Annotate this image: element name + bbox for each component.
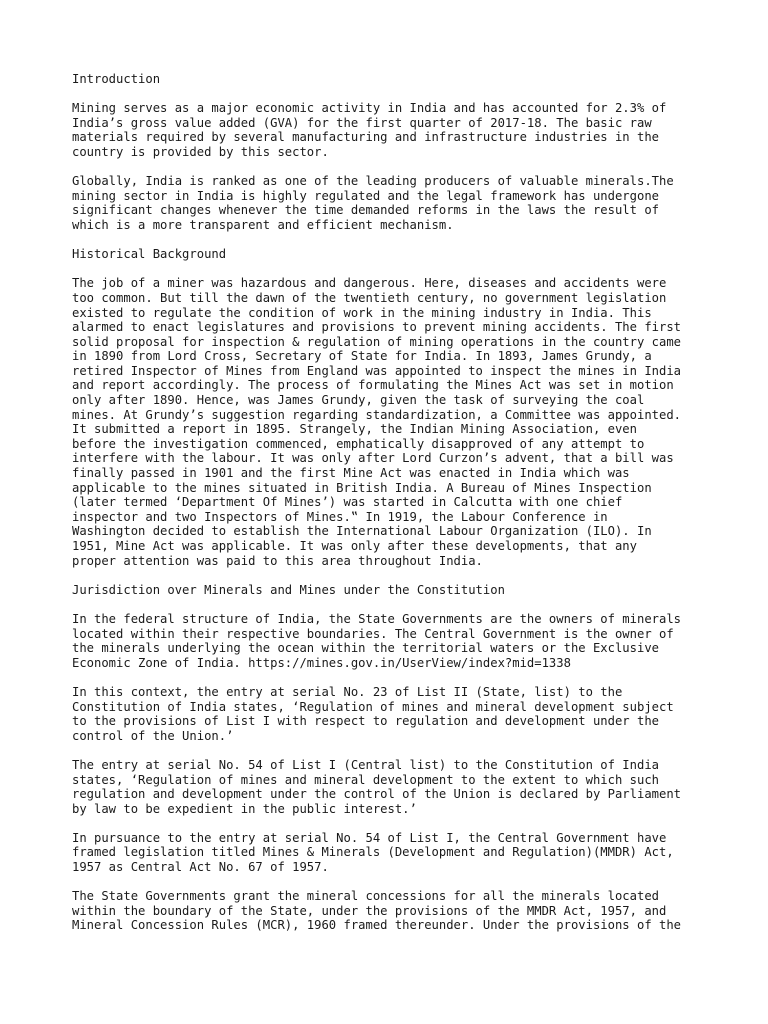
paragraph-mineral-concessions: The State Governments grant the mineral concessions for all the minerals located within the boundary of the State, under the provisions of the MMDR Act, 1957, and Mineral Concession Rules (MCR), 1960 framed thereunder. Under the provisions of the [72, 889, 682, 933]
paragraph-list-i: The entry at serial No. 54 of List I (Central list) to the Constitution of India states, ‘Regulation of mines and mineral development to the extent to which such regulation and development under the control of the Union is declared by Parliament by law to be expedient in the public interest.’ [72, 757, 682, 816]
paragraph-intro-1: Mining serves as a major economic activity in India and has accounted for 2.3% of India’s gross value added (GVA) for the first quarter of 2017-18. The basic raw materials required by several manufacturing and infrastructure industries in the country is provided by this sector. [72, 101, 667, 159]
heading-historical-background: Historical Background [72, 247, 227, 262]
paragraph-list-ii: In this context, the entry at serial No. 23 of List II (State, list) to the Constitution of India states, ‘Regulation of mines and mineral development subject to the provisions of List I with respect to regulation and development under the control of the Union.’ [72, 684, 674, 743]
paragraph-federal-structure: In the federal structure of India, the State Governments are the owners of minerals located within their respective boundaries. The Central Government is the owner of the minerals underlying the ocean within the territorial waters or the Exclusive Economic Zone of India. https://mines.gov.in/UserView/index?mid=1338 [72, 611, 682, 670]
paragraph-intro-2: Globally, India is ranked as one of the leading producers of valuable minerals.The mining sector in India is highly regulated and the legal framework has undergone significant changes whenever the time demanded reforms in the laws the result of which is a more transparent and efficient mechanism. [72, 174, 674, 232]
document-page [72, 72, 712, 948]
paragraph-history: The job of a miner was hazardous and dangerous. Here, diseases and accidents were too common. But till the dawn of the twentieth century, no government legislation existed to regulate the condition of work in the mining industry in India. This alarmed to enact legislatures and provisions to prevent mining accidents. The first solid proposal for inspection & regulation of mining operations in the country came in 1890 from Lord Cross, Secretary of State for India. In 1893, James Grundy, a retired Inspector of Mines from England was appointed to inspect the mines in India and report accordingly. The process of formulating the Mines Act was set in motion only after 1890. Hence, was James Grundy, given the task of surveying the coal mines. At Grundy’s suggestion regarding standardization, a Committee was appointed. It submitted a report in 1895. Strangely, the Indian Mining Association, even before the investigation commenced, emphatically disapproved of any attempt to interfere with the labour. It was only after Lord Curzon’s advent, that a bill was finally passed in 1901 and the first Mine Act was enacted in India which was applicable to the mines situated in British India. A Bureau of Mines Inspection (later termed ‘Department Of Mines’) was started in Calcutta with one chief inspector and two Inspectors of Mines.‟ In 1919, the Labour Conference in Washington decided to establish the International Labour Organization (ILO). In 1951, Mine Act was applicable. It was only after these developments, that any proper attention was paid to this area throughout India. [72, 276, 682, 568]
paragraph-mmdr-act: In pursuance to the entry at serial No. 54 of List I, the Central Government have framed legislation titled Mines & Minerals (Development and Regulation)(MMDR) Act, 1957 as Central Act No. 67 of 1957. [72, 830, 674, 875]
heading-jurisdiction: Jurisdiction over Minerals and Mines under the Constitution [72, 582, 505, 597]
heading-introduction: Introduction [72, 72, 161, 86]
